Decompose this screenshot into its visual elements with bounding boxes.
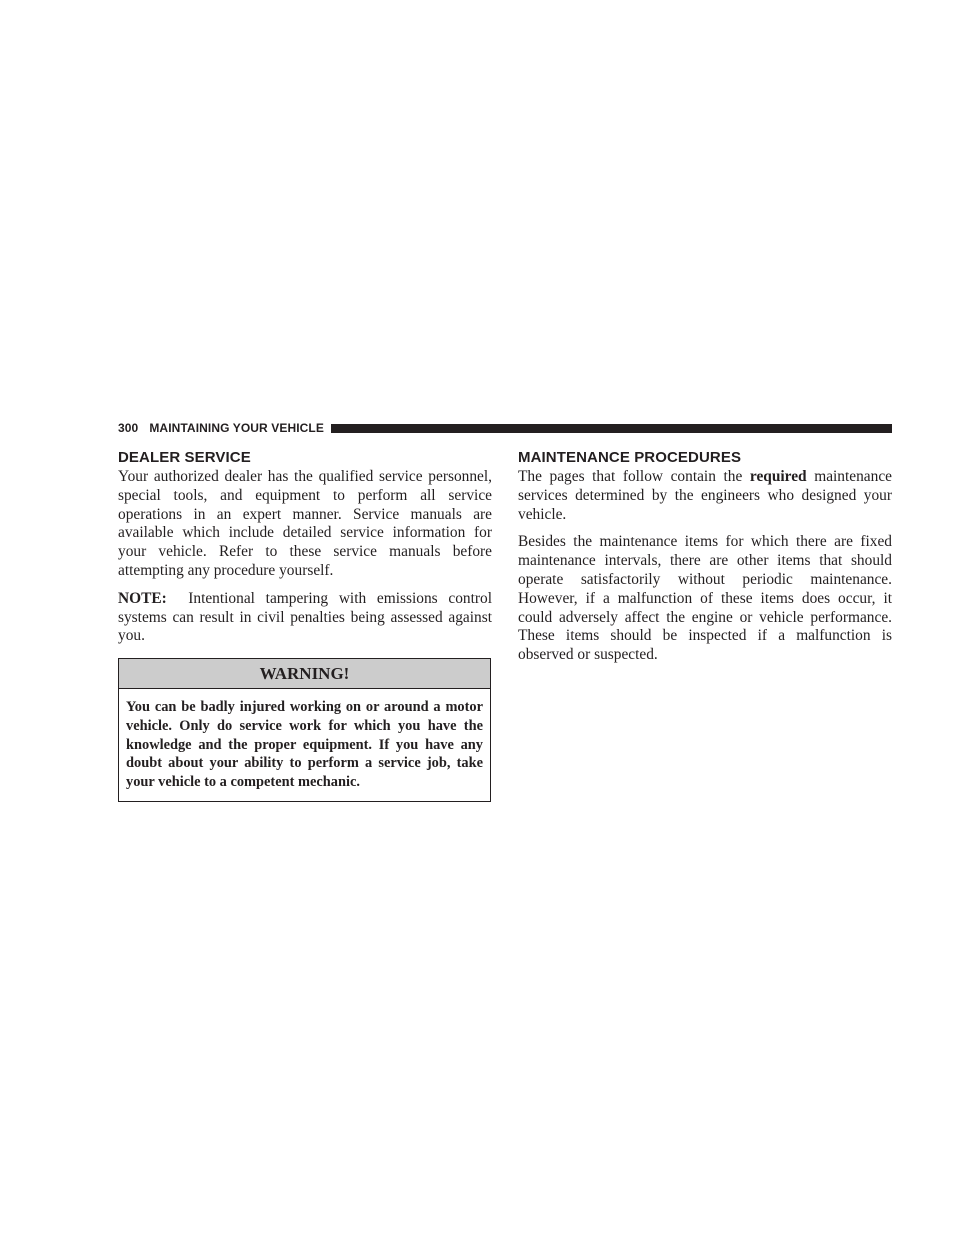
maintenance-procedures-heading: MAINTENANCE PROCEDURES	[518, 449, 742, 466]
note-label: NOTE:	[118, 589, 167, 607]
header-rule	[331, 424, 892, 433]
warning-title: WARNING!	[119, 659, 490, 689]
section-title: MAINTAINING YOUR VEHICLE	[149, 421, 324, 435]
left-column	[118, 448, 492, 802]
p1-before: The pages that follow contain the	[518, 468, 743, 485]
dealer-service-heading: DEALER SERVICE	[118, 449, 251, 466]
dealer-service-paragraph: Your authorized dealer has the qualified service personnel, special tools, and equipment to perform all service operations in an expert manner. Service manuals are available which include detailed service information for your vehicle. Refer to these service manuals before attempting any procedure yourself.	[118, 468, 492, 579]
warning-box	[118, 658, 491, 802]
p1-required: required	[749, 468, 807, 485]
page-header	[118, 420, 892, 436]
right-column	[518, 448, 892, 674]
warning-text: You can be badly injured working on or around a motor vehicle. Only do service work for which you have the knowledge and the proper equipment. If you have any doubt about your ability to perform a service job, take your vehicle to a competent mechanic.	[126, 699, 483, 790]
p1-after: maintenance services determined by the engineers who designed your vehicle.	[518, 468, 892, 523]
maintenance-paragraph-1	[518, 468, 892, 524]
note-paragraph	[118, 590, 492, 646]
page-number: 300	[118, 421, 139, 435]
note-text: Intentional tampering with emissions control systems can result in civil penalties being assessed against you.	[118, 589, 492, 645]
maintenance-paragraph-2: Besides the maintenance items for which there are fixed maintenance intervals, there are other items that should operate satisfactorily without periodic maintenance. However, if a malfunction of these items does occur, it could adversely affect the engine or vehicle performance. These items should be inspected if a malfunction is observed or suspected.	[518, 533, 892, 664]
